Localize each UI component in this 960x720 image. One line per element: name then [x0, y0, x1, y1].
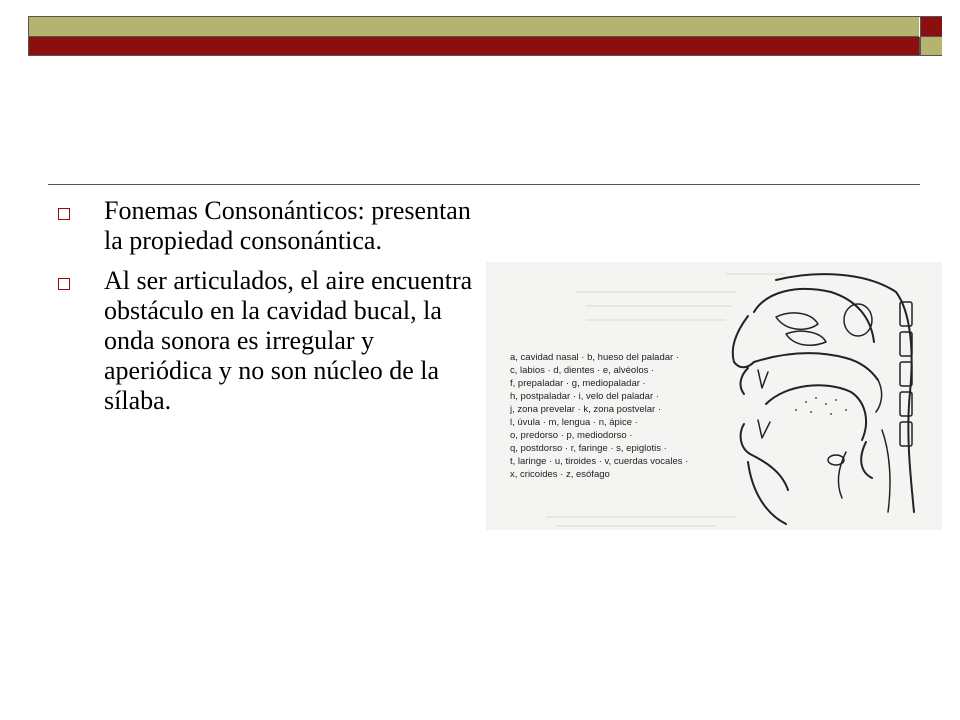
- bullet-text: Al ser articulados, el aire encuentra obstáculo en la cavidad bucal, la onda sonora es irregular y aperiódica y no son núcleo de la sílaba.: [104, 266, 473, 415]
- bullet-item: [56, 196, 476, 256]
- legend-line: x, cricoides · z, esófago: [510, 469, 610, 480]
- legend-line: f, prepaladar · g, mediopaladar ·: [510, 378, 646, 389]
- legend-line: l, úvula · m, lengua · n, ápice ·: [510, 417, 638, 428]
- legend-line: h, postpaladar · i, velo del paladar ·: [510, 391, 659, 402]
- decoration-maroon-stripe: [29, 37, 920, 55]
- head-cross-section-drawing: [733, 274, 914, 524]
- bullet-item: [56, 266, 476, 416]
- vocal-tract-diagram: [486, 262, 942, 530]
- figure-legend: [509, 352, 688, 480]
- square-bullet-icon: [58, 208, 70, 220]
- legend-line: o, predorso · p, mediodorso ·: [510, 430, 633, 441]
- legend-line: q, postdorso · r, faringe · s, epiglotis ·: [510, 443, 667, 454]
- legend-line: a, cavidad nasal · b, hueso del paladar ·: [510, 352, 679, 363]
- decoration-olive-square: [920, 37, 942, 55]
- legend-line: j, zona prevelar · k, zona postvelar ·: [510, 404, 662, 415]
- decoration-maroon-square: [920, 17, 942, 37]
- square-bullet-icon: [58, 278, 70, 290]
- title-divider: [48, 184, 920, 185]
- vocal-tract-figure: [486, 262, 942, 530]
- tongue-shading: [795, 397, 847, 415]
- legend-line: t, laringe · u, tiroides · v, cuerdas vocales ·: [510, 456, 689, 467]
- bullet-text: Fonemas Consonánticos: presentan la propiedad consonántica.: [104, 196, 471, 255]
- legend-line: c, labios · d, dientes · e, alvéolos ·: [510, 365, 655, 376]
- bullet-list: [56, 196, 476, 426]
- title-decoration-bar: [28, 16, 942, 56]
- decoration-olive-stripe: [29, 17, 919, 37]
